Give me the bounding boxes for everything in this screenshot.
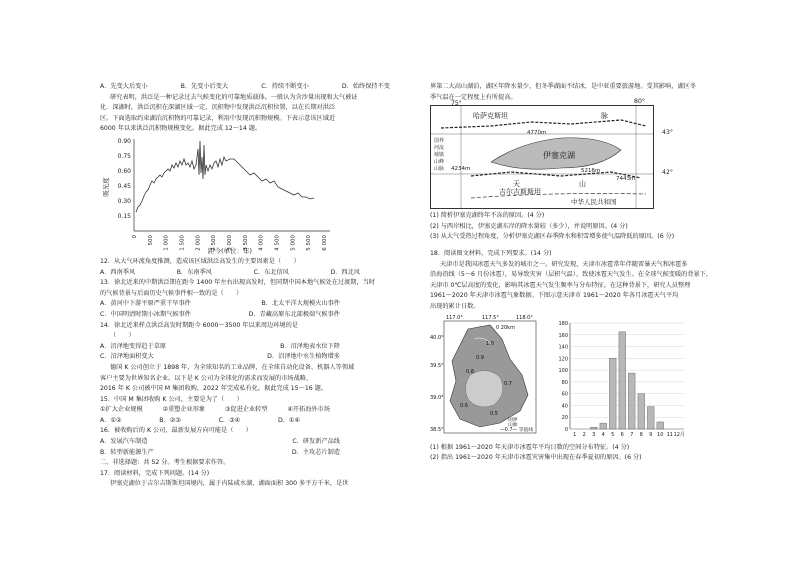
q14-options-a bbox=[100, 342, 390, 353]
legend-item: —0.7— 等值线 bbox=[500, 427, 534, 433]
option: D．青藏高原东北部极端气候事件 bbox=[248, 310, 340, 318]
q16-options-b bbox=[100, 448, 390, 459]
option: B．北太平洋大规模火山事件 bbox=[261, 300, 340, 308]
bar bbox=[590, 427, 597, 429]
y-tick: 0.45 bbox=[117, 182, 131, 190]
q12-stem: 12．从大气环流角度推测，造成该区域洪泛高发生的主要因素是（ ） bbox=[100, 257, 300, 265]
contour-label: 0.7 bbox=[504, 380, 512, 387]
x-tick: 9 bbox=[649, 431, 653, 438]
option: B．先变小后变大 bbox=[180, 83, 229, 90]
q18-sub: (2) 指出 1961～2020 年天津市冰雹灾害集中出现在春季夏初的原因。(6 分) bbox=[430, 454, 642, 462]
contour-label: 0.5 bbox=[490, 410, 498, 417]
contour-label: 1.0 bbox=[486, 340, 494, 347]
lat-label: 39.0° bbox=[430, 394, 444, 401]
passage-line: 客户主要为世界知名企业。以下是 K 公司为全球化的需求而发展的市场战略， bbox=[100, 374, 313, 382]
x-tick: 2 000 bbox=[195, 234, 202, 251]
lat-label: 40.0° bbox=[430, 334, 444, 341]
x-tick: 3 500 bbox=[242, 234, 249, 251]
x-tick: 1 bbox=[573, 431, 577, 438]
q18-text: 出现的累计日数。 bbox=[430, 302, 480, 310]
kyrgyzstan-label: 吉尔吉斯斯坦 bbox=[499, 188, 541, 197]
lon-label: 117.0° bbox=[446, 314, 463, 321]
peak-label: 4234m bbox=[451, 166, 471, 173]
option: A．发展汽车制造 bbox=[100, 438, 148, 446]
q17-text: 界第二大高山湖泊，湖区年降水量少，但冬季湖面不结冰，是中亚重要旅游地。受其影响，湖区冬 bbox=[430, 83, 697, 90]
x-tick: 500 bbox=[147, 234, 154, 246]
option: A．西南季风 bbox=[100, 268, 136, 276]
option: B．东南季风 bbox=[176, 268, 212, 276]
y-tick: 100 bbox=[558, 367, 568, 374]
y-tick: 80 bbox=[561, 379, 568, 386]
passage-line: 化．深湖时，洪泛沉积在深湖区域一定，沉积物中发现洪泛沉积位置，以在长期对洪泛 bbox=[100, 104, 336, 112]
legend-item: 国界 bbox=[508, 417, 518, 423]
x-tick: 1 500 bbox=[179, 234, 186, 251]
q17-sub: (2) 与西岸相比，伊塞克湖东岸的降水量较（多少），并说明原因。(4 分) bbox=[430, 222, 628, 230]
x-tick: 12月 bbox=[673, 431, 685, 438]
y-tick: 120 bbox=[558, 355, 568, 362]
x-tick: 4 bbox=[601, 431, 605, 438]
bar bbox=[638, 393, 645, 428]
q17-sub: (1) 简析伊塞克湖终年不冻的原因。(4 分) bbox=[430, 212, 545, 220]
option: C．东北信风 bbox=[253, 268, 289, 276]
y-tick: 140 bbox=[558, 344, 568, 351]
option: C．持续不断变小 bbox=[261, 83, 309, 90]
y-tick: 0.15 bbox=[117, 212, 131, 220]
q15-choices bbox=[100, 416, 390, 427]
issyk-kul-map bbox=[430, 98, 673, 209]
legend-item: 山峰 bbox=[434, 159, 445, 166]
hail-bar-chart-svg bbox=[550, 315, 690, 443]
q13-stem2: 的气候背景与后面历史气候事件相一致的是（ ） bbox=[100, 289, 243, 297]
legend-item: 国界 bbox=[434, 138, 445, 145]
x-axis-label: 距今(单位：年) bbox=[207, 246, 253, 255]
tianjin-map-svg bbox=[430, 315, 540, 443]
y-tick: 0.90 bbox=[117, 137, 131, 145]
figure-row bbox=[430, 315, 725, 443]
x-tick: 10 bbox=[657, 431, 664, 438]
y-tick: 180 bbox=[558, 320, 568, 327]
passage-line: 2016 年 K 公司被中国 M 集团收购，2022 年完成私有化。据此完成 15～16 题。 bbox=[100, 385, 328, 393]
y-tick: 0.75 bbox=[117, 152, 131, 160]
x-tick: 3 bbox=[592, 431, 596, 438]
option: ①扩大企业规模 bbox=[100, 406, 143, 414]
x-tick: 4 000 bbox=[258, 234, 265, 251]
passage-line: 研究表明，洪泛是一种记录过去气候变化的可靠地质载体。一般认为含沙量出现和大气被证 bbox=[110, 93, 358, 101]
map-legend bbox=[434, 137, 445, 172]
option: C．中国明清时期小冰期气候事件 bbox=[100, 310, 191, 318]
peak-label: 4770m bbox=[527, 130, 547, 137]
y-tick: 60 bbox=[561, 391, 568, 398]
tian-label: 天 bbox=[513, 180, 520, 189]
option: ③促进企业转型 bbox=[224, 406, 268, 414]
lon-label: 117.5° bbox=[482, 314, 499, 321]
legend-item: 城镇 bbox=[434, 152, 445, 159]
legend-item: 山脉 bbox=[434, 166, 445, 173]
y-tick: 0.60 bbox=[117, 167, 131, 175]
x-tick: 2 bbox=[582, 431, 586, 438]
choice: A．①② bbox=[100, 416, 122, 424]
bar bbox=[619, 331, 626, 428]
x-tick: 5 500 bbox=[306, 234, 313, 251]
x-tick: 6 000 bbox=[322, 234, 328, 251]
option: ②重塑企业形象 bbox=[162, 406, 206, 414]
y-tick: 160 bbox=[558, 332, 568, 339]
right-column bbox=[430, 82, 725, 464]
lat-label: 39.5° bbox=[430, 362, 444, 369]
q18-text: 沿海沿线（5～6 月份冰雹），易导致灾害（层积气温），致使冰雹天气发生。在全球气候变暖的背景下， bbox=[430, 271, 713, 279]
bar bbox=[609, 358, 616, 429]
bar bbox=[657, 421, 664, 428]
q18-text: 天津市是我国冰雹天气多发的城市之一。研究发现，天津市冰雹常年伴随雷暴天气和冰雹多 bbox=[440, 260, 688, 268]
q13-options-b bbox=[100, 310, 390, 321]
contour-label: 0.6 bbox=[460, 402, 468, 409]
q16-options bbox=[100, 437, 390, 448]
q17-text: 季气温在一定程度上有所提高。 bbox=[430, 93, 517, 101]
china-label: 中华人民共和国 bbox=[571, 198, 617, 207]
y-axis-label: 吸光度 bbox=[102, 177, 110, 197]
passage-line: 6000 年以来洪泛沉积物规模变化。据此完成 12～14 题。 bbox=[100, 125, 262, 133]
hail-bar-chart bbox=[550, 315, 690, 443]
x-tick: 3 000 bbox=[227, 234, 233, 251]
kazakhstan-label: 哈萨克斯坦 bbox=[473, 112, 508, 121]
passage-line: 区。下面选取约束湖泊沉积物的可靠记录，利用中发现沉积物规模。下表示意该区域近 bbox=[100, 114, 336, 122]
lon-label: 118.0° bbox=[516, 314, 533, 321]
option: C．沼泽地面积变大 bbox=[100, 353, 154, 361]
mountain-label: 脉 bbox=[601, 112, 608, 121]
x-tick: 7 bbox=[630, 431, 634, 438]
passage-line: 德国 K 公司创立于 1898 年，为全球知名的工业品牌，在全球自动化设备、机器人等领域 bbox=[110, 363, 355, 371]
q15-options bbox=[100, 405, 390, 416]
option: D．始终保持不变 bbox=[341, 83, 390, 90]
q18-text: 1961～2020 年天津市冰雹气象数据。下图示意天津市 1961～2020 年各月冰雹天气平均 bbox=[430, 292, 679, 300]
absorbance-chart bbox=[100, 135, 390, 257]
option: A．先变大后变小 bbox=[100, 83, 148, 90]
north-range bbox=[441, 120, 646, 128]
q18-text: 天津市 0℃层高度的变化，影响其冰雹天气发生频率与分布特征。在这种背景下，研究人员整理 bbox=[430, 281, 691, 289]
y-tick: 40 bbox=[561, 402, 568, 409]
q14-options-b bbox=[100, 352, 390, 363]
tianjin-map bbox=[430, 315, 540, 443]
q11-options bbox=[100, 82, 390, 93]
x-tick: 1 000 bbox=[163, 234, 170, 251]
x-tick: 8 bbox=[639, 431, 643, 438]
q14-stem: 14．徐北近来样点洪泛高发时期距今 6000～3500 年以来周边环境的是 bbox=[100, 321, 298, 329]
q15-stem: 15．中国 M 集团收购 K 公司，主要是为了（ ） bbox=[100, 395, 243, 403]
legend-item: 山脉 bbox=[508, 422, 518, 428]
scale-bar: 0 20km bbox=[496, 324, 515, 331]
q13-stem: 13．徐北近来的中期洪泛期在距今 1400 年左右出现高发时，但同期中国本地气候处在过渡期，当时 bbox=[100, 279, 376, 287]
section-heading: 二、非选择题：共 52 分。考生根据要求作答。 bbox=[100, 459, 230, 467]
option: D．主攻芯片制造 bbox=[291, 448, 340, 456]
border-line bbox=[471, 194, 646, 199]
bar bbox=[628, 373, 635, 429]
y-tick: 0.30 bbox=[117, 197, 131, 205]
option: ④开拓海外市场 bbox=[287, 406, 330, 414]
lat-top-label: 43° bbox=[662, 129, 673, 137]
peak-label: 5216m bbox=[581, 168, 601, 175]
q18-title: 18．阅读图文材料，完成下列要求。(14 分) bbox=[430, 249, 552, 257]
y-tick: 20 bbox=[561, 414, 568, 421]
bar bbox=[600, 423, 607, 429]
x-tick: 6 bbox=[620, 431, 624, 438]
q18-sub: (1) 根据 1961～2020 年天津市冰雹年平均日数的空间分布特征。(4 分) bbox=[430, 443, 630, 451]
shan-label: 山 bbox=[579, 180, 586, 189]
q17-sub: (3) 从大气受热过程角度，分析伊塞克湖区春季降水和积雪增多使气温降低的原因。(6 分) bbox=[430, 233, 675, 241]
lat-label: 38.5° bbox=[430, 426, 444, 433]
q17-text: 伊塞克湖位于吉尔吉斯斯坦国境内，属于内陆咸水湖，湖面面积 300 多平方千米，是世 bbox=[110, 480, 349, 488]
y-tick: 0 bbox=[564, 426, 568, 433]
peak-label: 7443m bbox=[616, 176, 636, 183]
x-tick: 2 500 bbox=[211, 234, 218, 251]
lon-label: 75° bbox=[451, 100, 462, 108]
choice: B．②③ bbox=[159, 416, 181, 424]
option: C．研发新产品线 bbox=[292, 438, 340, 446]
q17-title: 17．阅读材料，完成下列问题。(14 分) bbox=[100, 469, 210, 477]
option: B．转型新能源生产 bbox=[100, 448, 154, 456]
contour-label: 0.9 bbox=[476, 354, 484, 361]
bar bbox=[647, 406, 654, 428]
x-tick: 0 bbox=[132, 234, 138, 239]
x-tick: 11 bbox=[666, 431, 673, 438]
choice: D．①④ bbox=[277, 416, 300, 424]
option: D．西北风 bbox=[330, 268, 360, 276]
x-tick: 4 500 bbox=[274, 234, 281, 251]
left-column bbox=[100, 82, 390, 490]
lon-right-label: 80° bbox=[634, 98, 645, 106]
q14-stem2: （ ） bbox=[110, 332, 135, 340]
lat-bottom-label: 42° bbox=[662, 169, 673, 177]
legend-item: 河流 bbox=[434, 145, 445, 152]
q13-options-a bbox=[100, 299, 390, 310]
option: A．沼泽地变得趋于草原 bbox=[100, 342, 167, 350]
lake-label: 伊塞克湖 bbox=[543, 151, 575, 161]
q12-options bbox=[100, 268, 390, 279]
option: D．沼泽地中水生植物增多 bbox=[267, 353, 340, 361]
q16-stem: 16．被收购后的 K 公司，最新发展方向可能是（ ） bbox=[100, 427, 252, 435]
contour-label: 0.8 bbox=[466, 368, 474, 375]
x-tick: 5 000 bbox=[290, 234, 297, 251]
absorbance-series-line bbox=[136, 141, 314, 212]
option: B．沼泽地表水位下降 bbox=[280, 342, 340, 350]
choice: C．③④ bbox=[218, 416, 241, 424]
option: A．黄河中下游平原严重干旱事件 bbox=[100, 300, 191, 308]
absorbance-chart-svg bbox=[100, 135, 340, 257]
x-tick: 5 bbox=[611, 431, 615, 438]
